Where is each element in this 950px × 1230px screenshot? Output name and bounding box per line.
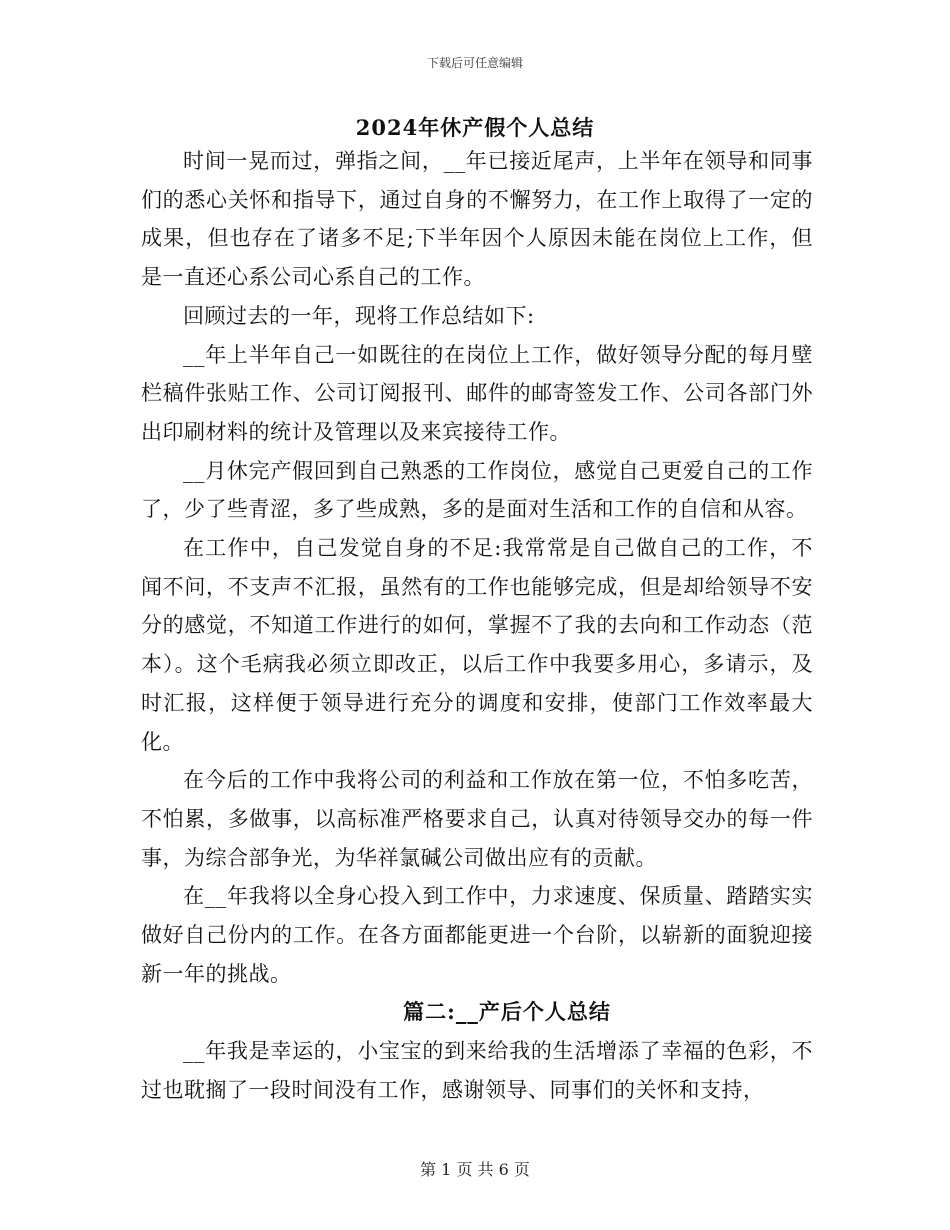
header-note: 下载后可任意编辑: [426, 56, 523, 70]
section-2-title: 篇二:__产后个人总结: [403, 999, 611, 1025]
paragraph-return: __月休完产假回到自己熟悉的工作岗位，感觉自己更爱自己的工作了，少了些青涩，多了些成熟，多的是面对生活和工作的自信和从容。: [141, 458, 813, 522]
document-body: [141, 142, 813, 1110]
paragraph-next-year: 在__年我将以全身心投入到工作中，力求速度、保质量、踏踏实实做好自己份内的工作。在各方面都能更进一个台阶，以崭新的面貌迎接新一年的挑战。: [141, 884, 813, 986]
paragraph-first-half: __年上半年自己一如既往的在岗位上工作，做好领导分配的每月壁栏稿件张贴工作、公司订阅报刊、邮件的邮寄签发工作、公司各部门外出印刷材料的统计及管理以及来宾接待工作。: [141, 342, 813, 444]
paragraph-future: 在今后的工作中我将公司的利益和工作放在第一位，不怕多吃苦，不怕累，多做事，以高标准严格要求自己，认真对待领导交办的每一件事，为综合部争光，为华祥氯碱公司做出应有的贡献。: [141, 768, 813, 870]
paragraph-review: 回顾过去的一年，现将工作总结如下:: [183, 303, 535, 328]
paragraph-intro: 时间一晃而过，弹指之间，__年已接近尾声，上半年在领导和同事们的悉心关怀和指导下，通过自身的不懈努力，在工作上取得了一定的成果，但也存在了诸多不足;下半年因个人原因未能在岗位上工作，但是一直还心系公司心系自己的工作。: [141, 149, 813, 290]
paragraph-shortcomings: 在工作中，自己发觉自身的不足:我常常是自己做自己的工作，不闻不问，不支声不汇报，虽然有的工作也能够完成，但是却给领导不安分的感觉，不知道工作进行的如何，掌握不了我的去向和工作动态（范本）。这个毛病我必须立即改正，以后工作中我要多用心，多请示，及时汇报，这样便于领导进行充分的调度和安排，使部门工作效率最大化。: [141, 536, 813, 754]
page-footer: 第 1 页 共 6 页: [420, 1160, 530, 1179]
section-2-paragraph: __年我是幸运的，小宝宝的到来给我的生活增添了幸福的色彩，不过也耽搁了一段时间没有工作，感谢领导、同事们的关怀和支持，: [141, 1039, 813, 1102]
document-title: 2024年休产假个人总结: [355, 115, 595, 140]
